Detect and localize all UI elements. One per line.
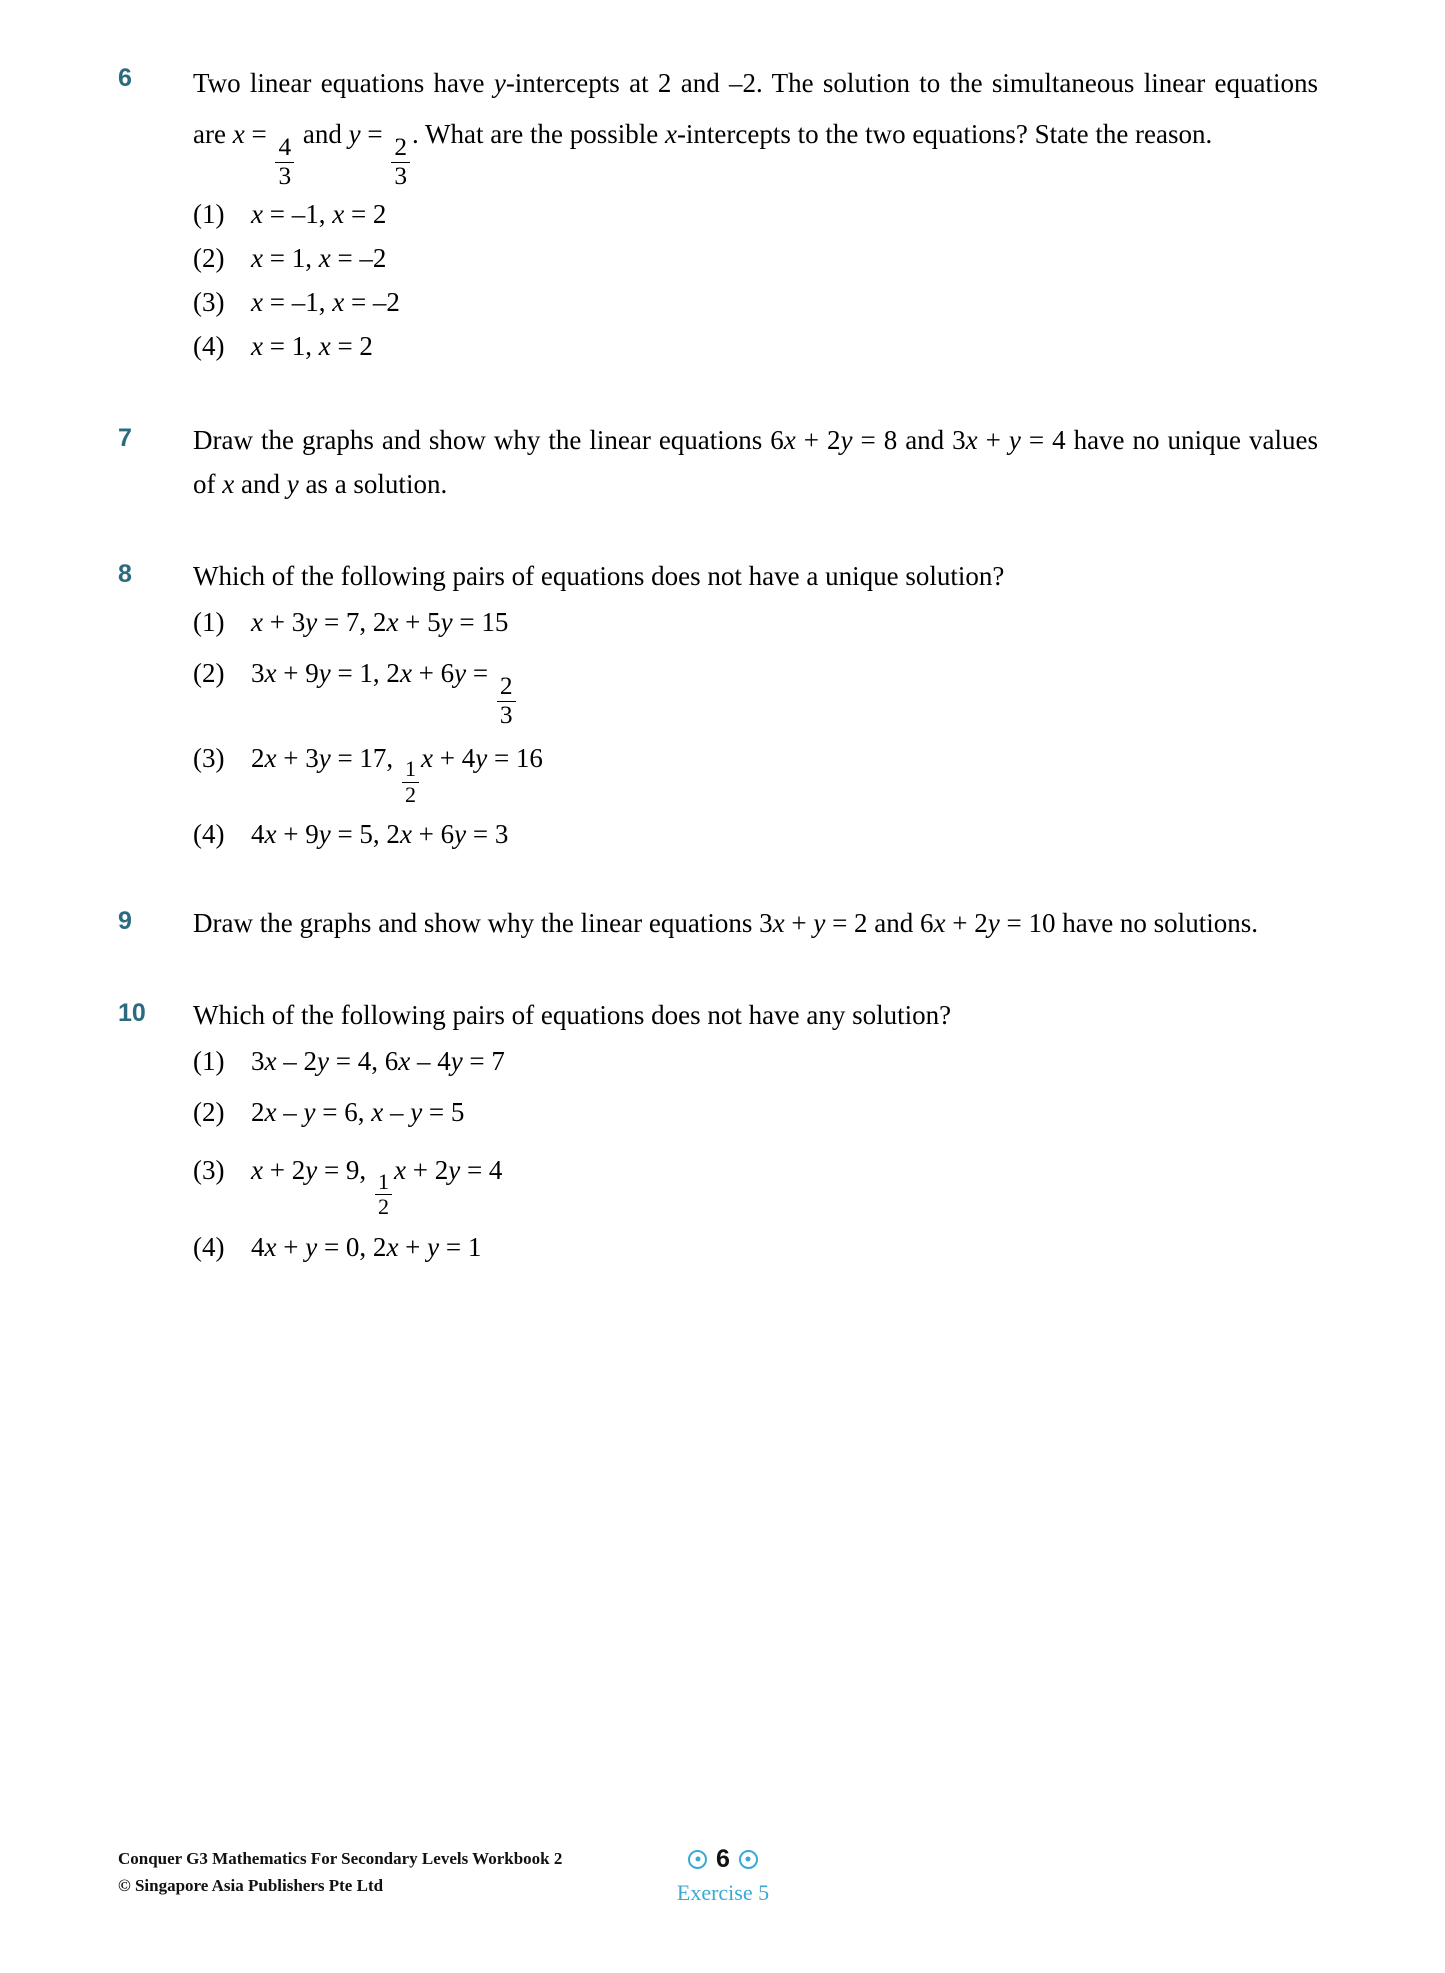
option-label: (4) bbox=[193, 330, 225, 361]
option-text: x = –1, x = –2 bbox=[251, 286, 400, 317]
stem-text: -intercepts to the two equations? State the reason. bbox=[676, 119, 1213, 149]
page-footer bbox=[118, 1845, 1328, 1915]
fraction-denominator: 3 bbox=[278, 162, 292, 191]
options-list bbox=[193, 600, 1318, 856]
variable-y: y bbox=[348, 119, 361, 149]
fraction-numerator: 2 bbox=[497, 674, 516, 702]
fraction-two-thirds bbox=[391, 135, 410, 190]
question-number: 6 bbox=[118, 64, 132, 92]
exercise-label: Exercise 5 bbox=[676, 1879, 770, 1905]
question-number: 10 bbox=[118, 999, 146, 1028]
variable-x: x bbox=[933, 908, 946, 939]
variable-x: x bbox=[783, 424, 796, 455]
variable-y: y bbox=[813, 908, 826, 939]
option-text: x = 1, x = 2 bbox=[251, 330, 373, 361]
variable-y: y bbox=[840, 424, 853, 455]
page-content bbox=[118, 58, 1318, 1299]
fraction-numerator: 1 bbox=[402, 758, 419, 783]
fraction-four-thirds bbox=[275, 135, 294, 190]
option-label: (2) bbox=[193, 1097, 225, 1128]
option-item[interactable] bbox=[193, 1039, 1318, 1083]
page-number: 6 bbox=[716, 1844, 730, 1873]
option-text: 3x + 9y = 1, 2x + 6y = $\frac{2}{3}$ bbox=[251, 644, 1318, 729]
target-ring-icon bbox=[688, 1850, 707, 1869]
stem-text: + 2 bbox=[795, 424, 841, 455]
variable-x: x bbox=[232, 119, 245, 149]
fraction-denominator: 3 bbox=[394, 162, 408, 191]
stem-text: = 2 and 6 bbox=[825, 908, 934, 939]
variable-x: x bbox=[965, 424, 978, 455]
stem-text: and bbox=[296, 119, 349, 149]
stem-text: = 4 have no unique values of bbox=[193, 424, 1318, 499]
question-10 bbox=[118, 993, 1318, 1268]
fraction-numerator: 2 bbox=[391, 135, 410, 163]
question-number: 8 bbox=[118, 559, 132, 588]
option-label: (1) bbox=[193, 198, 225, 229]
option-label: (4) bbox=[193, 1231, 225, 1262]
stem-text: + bbox=[784, 908, 814, 939]
option-text: x + 3y = 7, 2x + 5y = 15 bbox=[251, 606, 509, 637]
option-item[interactable] bbox=[193, 812, 1318, 856]
question-body bbox=[193, 901, 1318, 945]
stem-text: = 10 have no solutions. bbox=[999, 908, 1258, 939]
stem-text: = 8 and 3 bbox=[852, 424, 966, 455]
question-body bbox=[193, 418, 1318, 506]
footer-title: Conquer G3 Mathematics For Secondary Levels Workbook 2 bbox=[118, 1849, 563, 1868]
option-label: (1) bbox=[193, 1046, 225, 1077]
stem-text: -intercepts at 2 and –2. The solution to the simultaneous linear equations are bbox=[193, 68, 1318, 149]
option-item[interactable] bbox=[193, 1141, 1318, 1218]
option-label: (2) bbox=[193, 657, 225, 688]
option-text: 3x – 2y = 4, 6x – 4y = 7 bbox=[251, 1046, 505, 1077]
option-text: x = –1, x = 2 bbox=[251, 198, 387, 229]
variable-y: y bbox=[1008, 424, 1021, 455]
question-body bbox=[193, 58, 1318, 368]
fraction-denominator: 2 bbox=[377, 1194, 389, 1220]
question-body bbox=[193, 993, 1318, 1268]
option-text: 2x + 3y = 17, $\frac{1}{2}$ x + 4y = 16 bbox=[251, 742, 543, 807]
question-stem bbox=[193, 58, 1318, 190]
fraction-numerator: 4 bbox=[275, 135, 294, 163]
equals-sign: = bbox=[360, 119, 390, 149]
question-stem: Which of the following pairs of equations does not have a unique solution? bbox=[193, 560, 1005, 591]
option-text: 4x + y = 0, 2x + y = 1 bbox=[251, 1231, 482, 1262]
stem-text: + 2 bbox=[945, 908, 988, 939]
option-text: x = 1, x = –2 bbox=[251, 242, 387, 273]
option-label: (3) bbox=[193, 286, 225, 317]
fraction-denominator: 3 bbox=[499, 700, 513, 729]
target-ring-icon bbox=[739, 1850, 758, 1869]
option-text: 4x + 9y = 5, 2x + 6y = 3 bbox=[251, 819, 509, 850]
stem-text: Draw the graphs and show why the linear equations 6 bbox=[193, 424, 784, 455]
option-item[interactable] bbox=[193, 729, 1318, 806]
fraction-one-half bbox=[402, 758, 419, 806]
option-item[interactable] bbox=[193, 324, 1318, 368]
option-label: (2) bbox=[193, 242, 225, 273]
question-8 bbox=[118, 554, 1318, 856]
question-stem: Which of the following pairs of equations does not have any solution? bbox=[193, 1000, 952, 1031]
page-number-row bbox=[688, 1845, 758, 1873]
question-7 bbox=[118, 418, 1318, 506]
stem-text: . What are the possible bbox=[412, 119, 665, 149]
variable-y: y bbox=[286, 468, 299, 499]
fraction-denominator: 2 bbox=[404, 781, 416, 807]
option-item[interactable] bbox=[193, 600, 1318, 644]
option-label: (4) bbox=[193, 819, 225, 850]
stem-text: as a solution. bbox=[298, 468, 448, 499]
variable-y: y bbox=[987, 908, 1000, 939]
stem-text: Two linear equations have bbox=[193, 68, 494, 98]
variable-x: x bbox=[772, 908, 785, 939]
option-item[interactable] bbox=[193, 236, 1318, 280]
question-number: 7 bbox=[118, 423, 132, 452]
option-item[interactable] bbox=[193, 192, 1318, 236]
option-label: (1) bbox=[193, 606, 225, 637]
question-stem bbox=[193, 901, 1318, 945]
fraction-numerator: 1 bbox=[375, 1171, 392, 1196]
question-9 bbox=[118, 901, 1318, 945]
variable-x: x bbox=[222, 468, 235, 499]
option-item[interactable] bbox=[193, 280, 1318, 324]
footer-copyright: © Singapore Asia Publishers Pte Ltd bbox=[118, 1876, 384, 1895]
option-label: (3) bbox=[193, 1155, 225, 1186]
variable-y: y bbox=[493, 68, 506, 98]
question-body bbox=[193, 554, 1318, 856]
option-item[interactable] bbox=[193, 1083, 1318, 1141]
fraction-one-half bbox=[375, 1168, 392, 1220]
option-text: x + 2y = 9, $\frac{1}{2}$ x + 2y = 4 bbox=[251, 1155, 503, 1220]
footer-page-info bbox=[118, 1845, 1328, 1906]
option-item[interactable] bbox=[193, 1225, 1318, 1269]
options-list bbox=[193, 1039, 1318, 1268]
variable-x: x bbox=[664, 119, 677, 149]
option-label: (3) bbox=[193, 742, 225, 773]
stem-text: + bbox=[977, 424, 1009, 455]
question-stem bbox=[193, 418, 1318, 506]
options-list bbox=[193, 192, 1318, 368]
fraction-two-thirds bbox=[497, 674, 516, 729]
stem-text: Draw the graphs and show why the linear equations 3 bbox=[193, 908, 773, 939]
question-6 bbox=[118, 58, 1318, 368]
question-number: 9 bbox=[118, 907, 132, 936]
option-text: 2x – y = 6, x – y = 5 bbox=[251, 1097, 465, 1128]
option-item[interactable] bbox=[193, 644, 1318, 729]
stem-text: and bbox=[234, 468, 287, 499]
equals-sign: = bbox=[244, 119, 274, 149]
